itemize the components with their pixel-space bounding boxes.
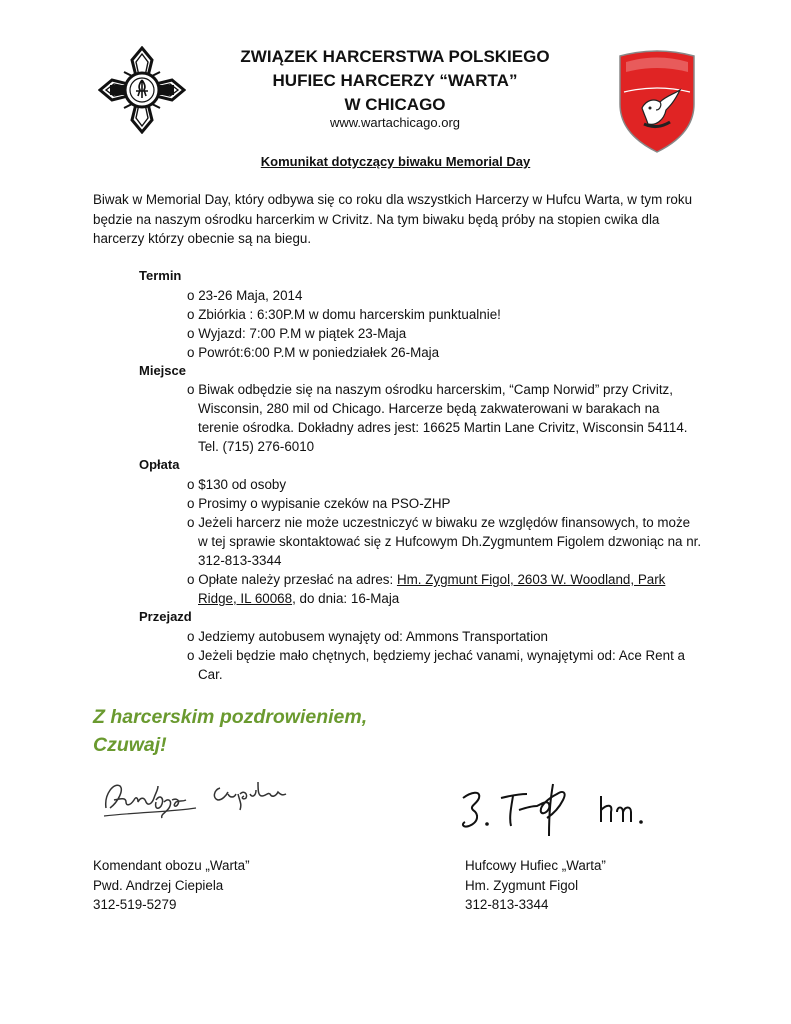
website-link[interactable]: www.wartachicago.org bbox=[329, 115, 461, 130]
section-heading-przejazd: Przejazd bbox=[139, 609, 192, 624]
section-heading-termin: Termin bbox=[139, 268, 182, 283]
city-name: W CHICAGO bbox=[344, 95, 446, 114]
section-heading-miejsce: Miejsce bbox=[139, 363, 186, 378]
section-heading-oplata: Opłata bbox=[139, 457, 180, 472]
hufcowy-name: Hm. Zygmunt Figol bbox=[465, 877, 579, 893]
organization-name: ZWIĄZEK HARCERSTWA POLSKIEGO bbox=[240, 47, 550, 66]
bullet: o bbox=[187, 515, 195, 530]
eagle-badge-icon bbox=[616, 50, 698, 154]
signature-left bbox=[100, 772, 290, 822]
intro-paragraph: Biwak w Memorial Day, który odbywa się co roku dla wszystkich Harcerzy w Hufcu Warta, w tym roku będzie na naszym ośrodku harcerkim w Crivitz. Na tym biwaku będą próby na stopien cwika dla harcerzy którzy obecnie są na biegu. bbox=[93, 192, 693, 246]
bullet: o bbox=[187, 572, 195, 587]
bullet: o bbox=[187, 382, 195, 397]
bullet: o bbox=[187, 648, 195, 663]
bullet: o bbox=[187, 496, 195, 511]
bullet: o bbox=[187, 477, 195, 492]
bullet: o bbox=[187, 326, 195, 341]
hufcowy-role: Hufcowy Hufiec „Warta” bbox=[465, 858, 606, 873]
list-item: o Wyjazd: 7:00 P.M w piątek 23-Maja bbox=[187, 326, 407, 341]
warta-badge-logo bbox=[616, 50, 698, 154]
list-item: o Biwak odbędzie się na naszym ośrodku harcerskim, “Camp Norwid” przy Crivitz, Wisconsin, 280 mil od Chicago. Harcerze będą zakwaterowani w barakach na terenie ośrodka. Dokładny adres jest: 16625 Martin Lane Crivitz, Wisconsin 54114. Tel. (715) 276-6010 bbox=[187, 382, 688, 454]
commander-role: Komendant obozu „Warta” bbox=[93, 858, 250, 873]
bullet: o bbox=[187, 345, 195, 360]
commander-name: Pwd. Andrzej Ciepiela bbox=[93, 877, 224, 893]
hufcowy-phone: 312-813-3344 bbox=[465, 897, 549, 912]
scout-cross-logo bbox=[98, 46, 186, 134]
list-item: o Opłate należy przesłać na adres: Hm. Zygmunt Figol, 2603 W. Woodland, Park Ridge, IL 60068, do dnia: 16-Maja bbox=[187, 572, 666, 606]
announcement-title: Komunikat dotyczący biwaku Memorial Day bbox=[260, 154, 531, 169]
list-item: o Jeżeli będzie mało chętnych, będziemy jechać vanami, wynajętymi od: Ace Rent a Car. bbox=[187, 648, 685, 682]
hufcowy-contact bbox=[465, 856, 606, 915]
list-item: o Jeżeli harcerz nie może uczestniczyć w biwaku ze względów finansowych, to może w tej sprawie skontaktować się z Hufcowym Dh.Zygmuntem Figolem dzwoniąc na nr. 312-813-3344 bbox=[187, 515, 702, 568]
scout-cross-icon bbox=[98, 46, 186, 134]
greeting-closing: Czuwaj! bbox=[93, 734, 167, 756]
bullet: o bbox=[187, 288, 195, 303]
mailing-address-link[interactable]: Hm. Zygmunt Figol, 2603 W. Woodland, Park Ridge, IL 60068 bbox=[198, 572, 666, 606]
bullet: o bbox=[187, 629, 195, 644]
commander-contact bbox=[93, 856, 250, 915]
list-item: o $130 od osoby bbox=[187, 477, 287, 492]
greeting-line: Z harcerskim pozdrowieniem, bbox=[93, 706, 368, 728]
unit-name: HUFIEC HARCERZY “WARTA” bbox=[272, 71, 518, 90]
list-item: o Powrót:6:00 P.M w poniedziałek 26-Maja bbox=[187, 345, 440, 360]
list-item: o Jedziemy autobusem wynajęty od: Ammons Transportation bbox=[187, 629, 549, 644]
bullet: o bbox=[187, 307, 195, 322]
signature-right bbox=[457, 776, 657, 840]
list-item: o Zbiórkia : 6:30P.M w domu harcerskim punktualnie! bbox=[187, 307, 501, 322]
list-item: o Prosimy o wypisanie czeków na PSO-ZHP bbox=[187, 496, 451, 511]
commander-phone: 312-519-5279 bbox=[93, 897, 177, 912]
list-item: o 23-26 Maja, 2014 bbox=[187, 288, 303, 303]
